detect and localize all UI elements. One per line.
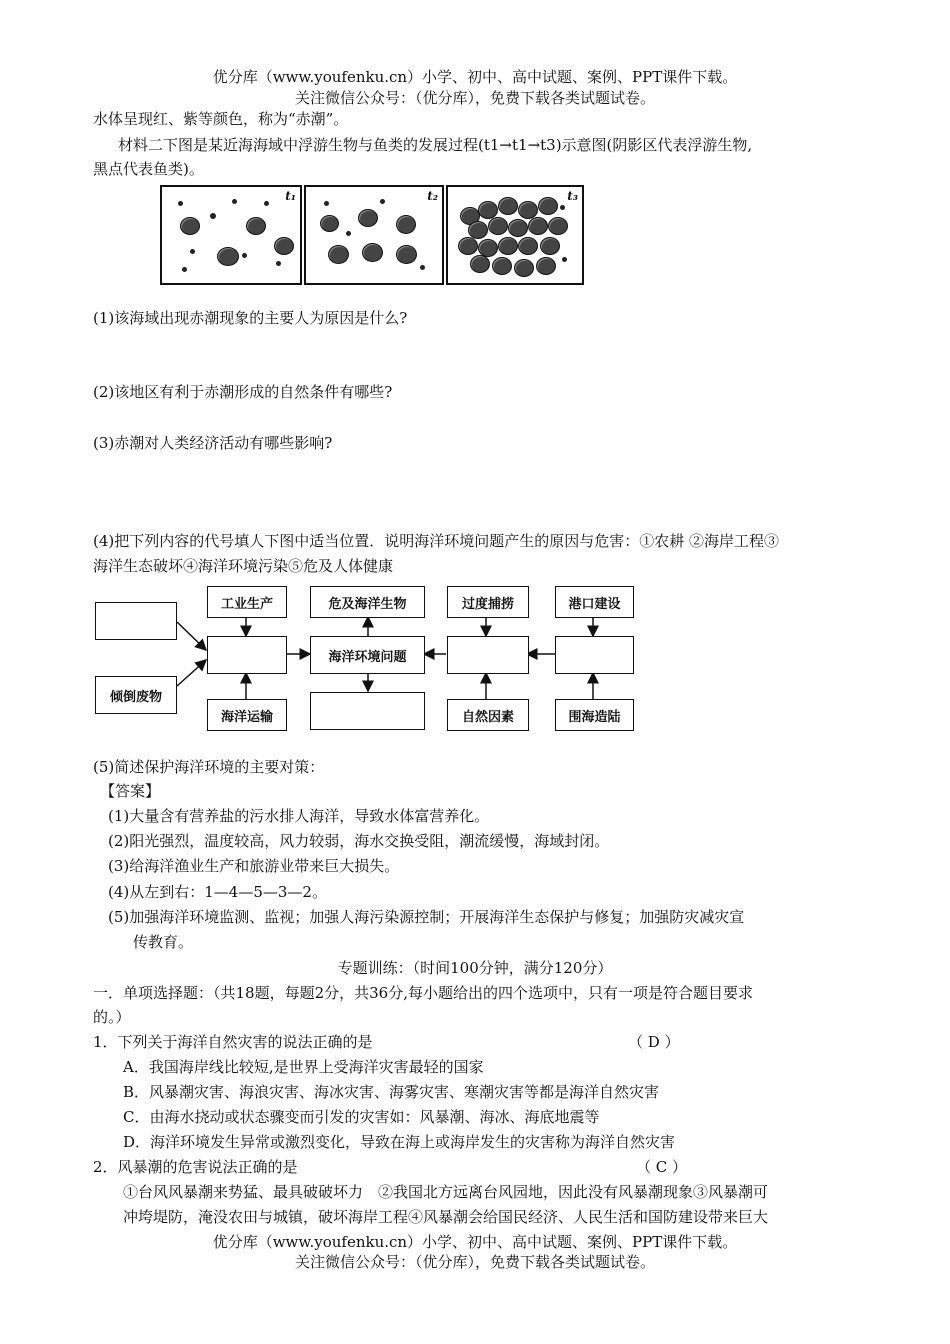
blank-box-far-right bbox=[555, 636, 634, 674]
blank-box-harm bbox=[310, 692, 425, 730]
header-line-2: 关注微信公众号：（优分库），免费下载各类试题试卷。 bbox=[294, 89, 655, 107]
answer-5: (5)加强海洋环境监测、监视；加强人海污染源控制；开展海洋生态保护与修复；加强防灾减灾宣 bbox=[108, 908, 745, 926]
answer-2: (2)阳光强烈，温度较高，风力较弱，海水交换受阻，潮流缓慢，海域封闭。 bbox=[108, 832, 610, 850]
mcq-2-answer: （ C ） bbox=[636, 1158, 688, 1176]
header-line-1: 优分库（www.youfenku.cn）小学、初中、高中试题、案例、PPT课件下载。 bbox=[212, 68, 738, 86]
answer-3: (3)给海洋渔业生产和旅游业带来巨大损失。 bbox=[108, 857, 400, 875]
material-two-text: 材料二下图是某近海海域中浮游生物与鱼类的发展过程(t1→t1→t3)示意图(阴影区代表浮游生物, bbox=[118, 136, 753, 154]
natural-box: 自然因素 bbox=[447, 699, 529, 731]
panel-t1-label: t₁ bbox=[285, 189, 296, 203]
mcq-2-stem: 2．风暴潮的危害说法正确的是 bbox=[93, 1158, 298, 1176]
answer-heading: 【答案】 bbox=[100, 782, 161, 800]
overfishing-box: 过度捕捞 bbox=[447, 586, 529, 618]
dumping-box: 倾倒废物 bbox=[95, 676, 177, 714]
panel-t2-label: t₂ bbox=[427, 189, 438, 203]
marine-life-box: 危及海洋生物 bbox=[310, 586, 425, 618]
footer-line-2: 关注微信公众号：（优分库），免费下载各类试题试卷。 bbox=[294, 1253, 655, 1271]
section-1-heading-cont: 的。） bbox=[93, 1008, 131, 1026]
question-5: (5)简述保护海洋环境的主要对策： bbox=[93, 758, 325, 776]
mcq-1-option-c: C．由海水挠动或状态骤变而引发的灾害如：风暴潮、海冰、海底地震等 bbox=[123, 1108, 600, 1126]
mcq-2-statements-cont: 冲垮堤防，淹没农田与城镇，破坏海岸工程④风暴潮会给国民经济、人民生活和国防建设带来巨大 bbox=[123, 1208, 769, 1226]
section-1-heading: 一．单项选择题：（共18题，每题2分，共36分,每小题给出的四个选项中，只有一项是符合题目要求 bbox=[93, 984, 753, 1002]
question-2: (2)该地区有利于赤潮形成的自然条件有哪些? bbox=[93, 383, 393, 401]
answer-4: (4)从左到右：1—4—5—3—2。 bbox=[108, 883, 327, 901]
panel-t3-label: t₃ bbox=[567, 189, 578, 203]
intro-line: 水体呈现红、紫等颜色，称为“赤潮”。 bbox=[93, 110, 349, 128]
blank-box-right bbox=[447, 636, 529, 674]
mcq-1-option-d: D．海洋环境发生异常或激烈变化，导致在海上或海岸发生的灾害称为海洋自然灾害 bbox=[123, 1133, 676, 1151]
answer-1: (1)大量含有营养盐的污水排人海洋，导致水体富营养化。 bbox=[108, 807, 490, 825]
industry-box: 工业生产 bbox=[207, 586, 287, 618]
center-problem-box: 海洋环境问题 bbox=[310, 636, 425, 674]
question-4: (4)把下列内容的代号填人下图中适当位置．说明海洋环境问题产生的原因与危害：①农耕 ②海岸工程③ bbox=[93, 532, 780, 550]
question-1: (1)该海域出现赤潮现象的主要人为原因是什么? bbox=[93, 309, 408, 327]
mcq-1-answer: （ D ） bbox=[628, 1033, 680, 1051]
material-two-text-cont: 黑点代表鱼类)。 bbox=[93, 160, 204, 178]
mcq-2-statements: ①台风风暴潮来势猛、最具破破坏力 ②我国北方远离台风园地，因此没有风暴潮现象③风暴潮可 bbox=[123, 1183, 769, 1201]
training-title: 专题训练：（时间100分钟，满分120分） bbox=[337, 959, 613, 977]
port-box: 港口建设 bbox=[555, 586, 634, 618]
question-4-cont: 海洋生态破坏④海洋环境污染⑤危及人体健康 bbox=[93, 557, 394, 575]
shipping-box: 海洋运输 bbox=[207, 699, 287, 731]
answer-5-cont: 传教育。 bbox=[133, 933, 194, 951]
mcq-1-stem: 1．下列关于海洋自然灾害的说法正确的是 bbox=[93, 1033, 373, 1051]
mcq-1-option-b: B．风暴潮灾害、海浪灾害、海冰灾害、海雾灾害、寒潮灾害等都是海洋自然灾害 bbox=[123, 1083, 660, 1101]
question-3: (3)赤潮对人类经济活动有哪些影响? bbox=[93, 434, 333, 452]
blank-box-left bbox=[95, 602, 177, 640]
reclamation-box: 围海造陆 bbox=[555, 699, 634, 731]
footer-line-1: 优分库（www.youfenku.cn）小学、初中、高中试题、案例、PPT课件下载。 bbox=[212, 1233, 738, 1251]
blank-box-cause bbox=[207, 636, 287, 674]
mcq-1-option-a: A．我国海岸线比较短,是世界上受海洋灾害最轻的国家 bbox=[123, 1058, 484, 1076]
